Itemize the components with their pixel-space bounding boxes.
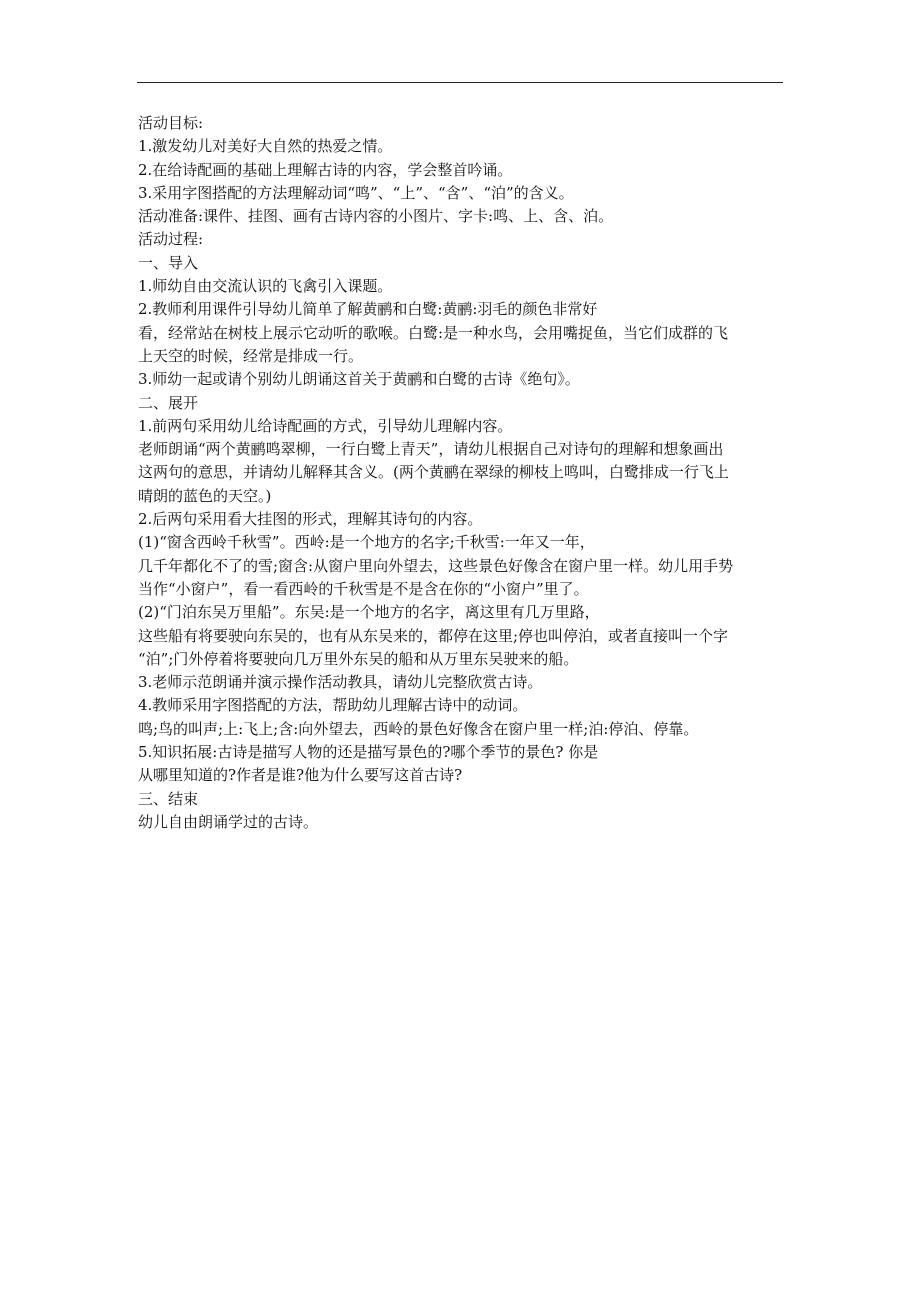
text-line: “泊”;门外停着将要驶向几万里外东吴的船和从万里东吴驶来的船。 <box>138 649 579 668</box>
text-line: 1.师幼自由交流认识的飞禽引入课题。 <box>138 277 393 296</box>
section-heading-process: 活动过程: <box>138 230 204 249</box>
text-line: (1)“窗含西岭千秋雪”。西岭:是一个地方的名字;千秋雪:一年又一年， <box>138 533 595 552</box>
goal-item: 2.在给诗配画的基础上理解古诗的内容，学会整首吟诵。 <box>138 160 513 179</box>
document-body <box>138 112 788 834</box>
text-line: 看，经常站在树枝上展示它动听的歌喉。白鹭:是一种水鸟，会用嘴捉鱼，当它们成群的飞 <box>138 323 729 342</box>
text-line: 从哪里知道的?作者是谁?他为什么要写这首古诗? <box>138 766 463 785</box>
subheading-develop: 二、展开 <box>138 393 199 412</box>
text-line: 1.前两句采用幼儿给诗配画的方式，引导幼儿理解内容。 <box>138 416 513 435</box>
text-line: 几千年都化不了的雪;窗含:从窗户里向外望去，这些景色好像含在窗户里一样。幼儿用手势 <box>138 556 734 575</box>
text-line: 2.教师利用课件引导幼儿简单了解黄鹂和白鹭:黄鹂:羽毛的颜色非常好 <box>138 300 598 319</box>
text-line: 这两句的意思，并请幼儿解释其含义。(两个黄鹂在翠绿的柳枝上鸣叫，白鹭排成一行飞上 <box>138 463 729 482</box>
text-line: 鸣;鸟的叫声;上:飞上;含:向外望去，西岭的景色好像含在窗户里一样;泊:停泊、停靠。 <box>138 719 699 738</box>
text-line: 上天空的时候，经常是排成一行。 <box>138 346 364 365</box>
text-line: 晴朗的蓝色的天空。) <box>138 486 272 505</box>
goal-item: 1.激发幼儿对美好大自然的热爱之情。 <box>138 137 393 156</box>
text-line: 5.知识拓展:古诗是描写人物的还是描写景色的?哪个季节的景色? 你是 <box>138 743 599 762</box>
text-line: 3.老师示范朗诵并演示操作活动教具，请幼儿完整欣赏古诗。 <box>138 673 543 692</box>
subheading-intro: 一、导入 <box>138 253 199 272</box>
text-line: (2)“门泊东吴万里船”。东吴:是一个地方的名字，离这里有几万里路， <box>138 603 600 622</box>
preparation-line: 活动准备:课件、挂图、画有古诗内容的小图片、字卡:鸣、上、含、泊。 <box>138 207 614 226</box>
text-line: 2.后两句采用看大挂图的形式，理解其诗句的内容。 <box>138 510 483 529</box>
header-rule <box>137 82 783 83</box>
section-heading-goals: 活动目标: <box>138 114 204 132</box>
subheading-end: 三、结束 <box>138 789 199 808</box>
goal-item: 3.采用字图搭配的方法理解动词“鸣”、“上”、“含”、“泊”的含义。 <box>138 183 574 202</box>
text-line: 老师朗诵“两个黄鹂鸣翠柳，一行白鹭上青天”，请幼儿根据自己对诗句的理解和想象画出 <box>138 440 724 459</box>
text-line: 这些船有将要驶向东吴的，也有从东吴来的，都停在这里;停也叫停泊，或者直接叫一个字 <box>138 626 729 645</box>
text-line: 当作“小窗户”，看一看西岭的千秋雪是不是含在你的“小窗户”里了。 <box>138 579 589 598</box>
text-line: 4.教师采用字图搭配的方法，帮助幼儿理解古诗中的动词。 <box>138 696 528 715</box>
text-line: 幼儿自由朗诵学过的古诗。 <box>138 812 319 831</box>
text-line: 3.师幼一起或请个别幼儿朗诵这首关于黄鹂和白鹭的古诗《绝句》。 <box>138 370 580 389</box>
